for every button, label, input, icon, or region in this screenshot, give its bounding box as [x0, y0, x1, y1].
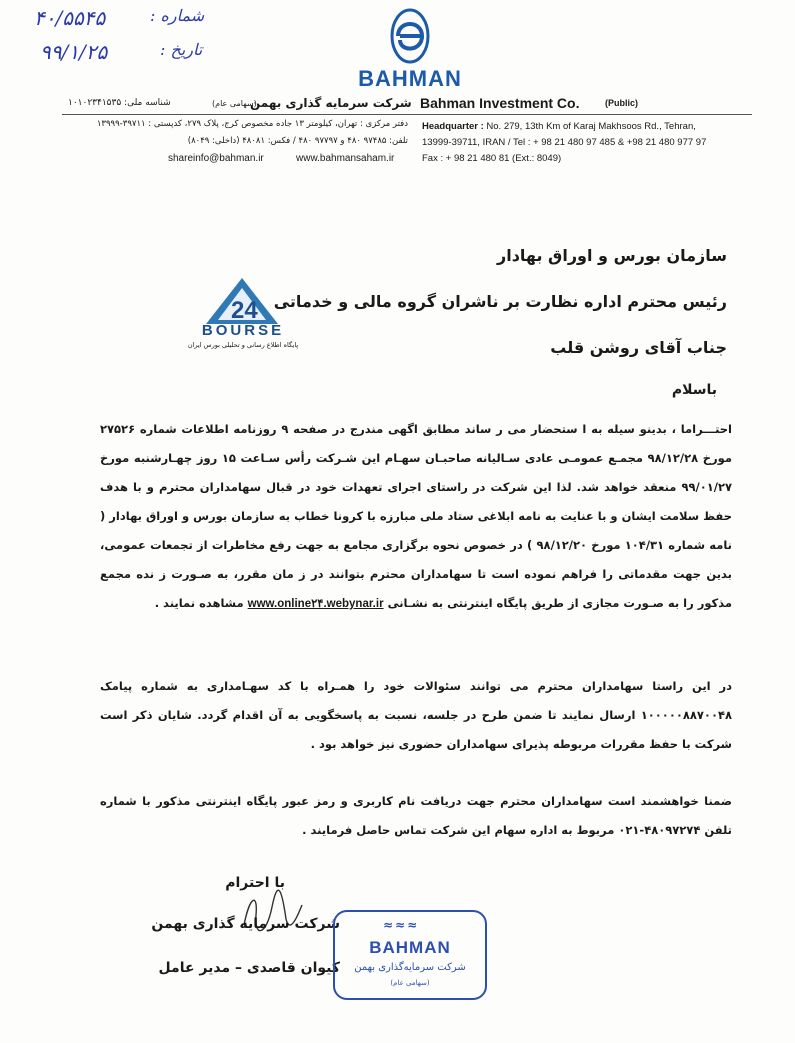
- bahman-logo-text: BAHMAN: [358, 66, 462, 91]
- address-en-line-1-text: No. 279, 13th Km of Karaj Makhsoos Rd., Tehran,: [486, 121, 696, 132]
- company-website: www.bahmansaham.ir: [296, 153, 395, 164]
- address-fa-line-2: تلفن: ۹۷۴۸۵ ۴۸۰ و ۹۷۷۹۷ ۴۸۰ / فکس: ۴۸۰۸۱ (داخلی: ۸۰۴۹): [187, 136, 408, 146]
- address-en-line-3: Fax : + 98 21 480 81 (Ext.: 8049): [422, 153, 562, 164]
- stamp-company-name: شرکت سرمایه‌گذاری بهمن: [354, 962, 466, 973]
- bourse24-logo-icon: [206, 278, 278, 324]
- company-type-en: (Public): [605, 98, 638, 108]
- handwritten-letter-date: ۹۹/۱/۲۵: [40, 40, 108, 64]
- recipient-name: جناب آقای روشن قلب: [550, 338, 727, 357]
- bahman-logo-icon: [388, 6, 432, 64]
- letterhead-divider: [62, 114, 752, 115]
- address-fa-line-1: دفتر مرکزی : تهران، کیلومتر ۱۳ جاده مخصوص کرج، پلاک ۲۷۹، کدپستی : ۳۹۷۱۱-۱۳۹۹۹: [96, 119, 408, 129]
- signature-company: شرکت سرمایه گذاری بهمن: [151, 916, 340, 932]
- bourse-logo-tagline: پایگاه اطلاع رسانی و تحلیلی بورس ایران: [187, 341, 299, 349]
- recipient-organization: سازمان بورس و اوراق بهادار: [497, 246, 727, 265]
- body-paragraph-1: [100, 415, 732, 619]
- greeting: باسلام: [671, 382, 717, 398]
- stamp-logo-icon: ≈≈≈: [383, 918, 420, 932]
- handwritten-number-label: : شماره: [150, 6, 205, 25]
- handwritten-signature: [236, 885, 306, 945]
- bourse-logo-text: BOURSE: [201, 322, 285, 339]
- address-en-label: Headquarter :: [422, 121, 484, 132]
- handwritten-date-label: : تاریخ: [160, 40, 203, 59]
- closing-phrase: با احترام: [225, 875, 285, 891]
- company-type-fa: (سهامی عام): [212, 99, 257, 108]
- registration-number: شناسه ملی: ۱۰۱۰۲۳۴۱۵۳۵: [68, 98, 171, 108]
- company-name-en: Bahman Investment Co.: [420, 95, 580, 111]
- para1-text: احتـــراما ، بدینو سیله به ا ستحضار می ر ساند مطابق اگهی مندرج در صفحه ۹ روزنامه اطلاعات شماره ۲۷۵۲۶ مورخ ۹۸/۱۲/۲۸ مجمـع عمومـی عادی سـالیانه صاحبـان سهـام این شـرکت رأس سـاعت ۱۵ روز چهـارشنبه مورخ ۹۹/۰۱/۲۷ منعقد خواهد شد. لذا این شرکت در راستای اجرای تعهدات خود در قبال سهامداران محترم و با هدف حفظ سلامت ایشان و با عنایت به نامه ابلاغی ستاد ملی مبارزه با کرونا خطاب به سازمان بورس و اوراق بهادار ( نامه شماره ۱۰۴/۳۱ مورخ ۹۸/۱۲/۲۰ ) در خصوص نحوه برگزاری مجامع به جهت رفع مخاطرات از تجمعات عمومی، بدین جهت مقدماتی را فراهم نموده است تا سهامداران محترم بتوانند در ز مان مقرر، به صـورت ز نده مجمع مذکور را به صـورت مجازی از طریق پایگاه اینترنتی به نشـانی: [100, 422, 733, 610]
- address-en-line-1: [422, 121, 696, 132]
- body-paragraph-3: ضمنا خواهشمند است سهامداران محترم جهت دریافت نام کاربری و رمز عبور پایگاه اینترنتی مذکور با شماره تلفن ۴۸۰۹۷۲۷۴-۰۲۱ مربوط به اداره سهام این شرکت تماس حاصل فرمایند .: [100, 794, 732, 837]
- company-email: shareinfo@bahman.ir: [168, 153, 264, 164]
- para1-tail: مشاهده نمایند .: [154, 596, 244, 610]
- company-stamp: [333, 910, 487, 1000]
- webinar-link[interactable]: www.online۲۴.webynar.ir: [247, 598, 384, 610]
- signatory-name: کیوان قاصدی – مدیر عامل: [158, 960, 340, 976]
- address-en-line-2: 13999-39711, IRAN / Tel : + 98 21 480 97 485 & +98 21 480 977 97: [422, 137, 707, 148]
- handwritten-letter-number: ۴۰/۵۵۴۵: [34, 6, 106, 30]
- recipient-title: رئیس محترم اداره نظارت بر ناشران گروه مالی و خدماتی: [273, 292, 727, 311]
- company-name-fa: شرکت سرمایه گذاری بهمن: [250, 96, 412, 110]
- stamp-logo-text: BAHMAN: [369, 938, 451, 957]
- body-paragraph-2: در این راستا سهامداران محترم می توانند سئوالات خود را همـراه با کد سهـامداری به شماره پیامک ۱۰۰۰۰۰۸۸۷۰۰۴۸ ارسال نمایند تا ضمن طرح در جلسه، نسبت به پاسخگویی به آن اقدام گردد. شایان ذکر است شرکت با حفظ مقررات مربوطه پذیرای سهامداران حضوری نیز خواهد بود .: [100, 679, 732, 751]
- svg-text:24: 24: [231, 297, 258, 324]
- stamp-company-type: (سهامی عام): [390, 979, 430, 987]
